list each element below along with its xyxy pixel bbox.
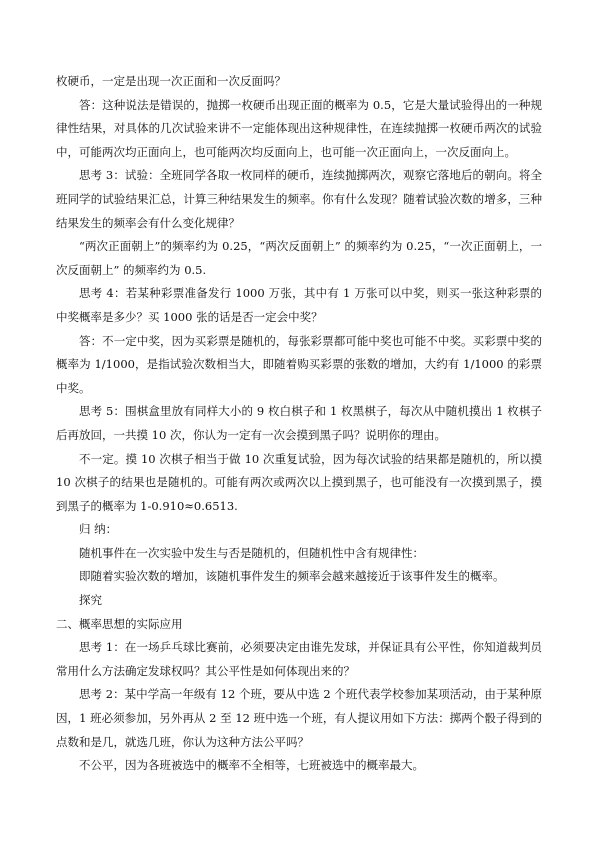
paragraph-7: 思考 5：围棋盒里放有同样大小的 9 枚白棋子和 1 枚黑棋子，每次从中随机摸出 1 枚棋子后再放回，一共摸 10 次，你认为一定有一次会摸到黑子吗？说明你的理由。	[56, 404, 542, 442]
paragraph-11: 即随着实验次数的增加，该随机事件发生的频率会越来越接近于该事件发生的概率。	[79, 569, 505, 584]
paragraph-15: 思考 2：某中学高一年级有 12 个班，要从中选 2 个班代表学校参加某项活动，由于某种原因，1 班必须参加，另外再从 2 至 12 班中选一个班，有人提议用如下方法：掷两个骰子得到的点数和是几，就选几班，你认为这种方法公平吗？	[56, 687, 542, 749]
paragraph-2: 答：这种说法是错误的，抛掷一枚硬币出现正面的概率为 0.5，它是大量试验得出的一种规律性结果，对具体的几次试验来讲不一定能体现出这种规律性，在连续抛掷一枚硬币两次的试验中，可能两次均正面向上，也可能两次均反面向上，也可能一次正面向上，一次反面向上。	[56, 97, 542, 159]
paragraph-8: 不一定。摸 10 次棋子相当于做 10 次重复试验，因为每次试验的结果都是随机的，所以摸 10 次棋子的结果也是随机的。可能有两次或两次以上摸到黑子，也可能没有一次摸到黑子，摸到黑子的概率为 1-0.910≈0.6513.	[56, 451, 542, 513]
paragraph-10: 随机事件在一次实验中发生与否是随机的，但随机性中含有规律性：	[79, 545, 424, 560]
section-heading: 二、概率思想的实际应用	[56, 616, 183, 631]
paragraph-1: 枚硬币，一定是出现一次正面和一次反面吗？	[56, 74, 286, 88]
paragraph-14: 思考 1：在一场乒乓球比赛前，必须要决定由谁先发球，并保证具有公平性，你知道裁判员常用什么方法确定发球权吗？其公平性是如何体现出来的？	[56, 640, 542, 678]
document-page	[56, 70, 542, 778]
paragraph-summary-title: 归 纳：	[79, 522, 118, 537]
paragraph-explore: 探究	[79, 593, 102, 608]
paragraph-5: 思考 4：若某种彩票准备发行 1000 万张，其中有 1 万张可以中奖，则买一张这种彩票的中奖概率是多少？买 1000 张的话是否一定会中奖？	[56, 286, 542, 324]
paragraph-4: “两次正面朝上”的频率约为 0.25，“两次反面朝上” 的频率约为 0.25，“一次正面朝上，一次反面朝上” 的频率约为 0.5.	[56, 239, 542, 277]
paragraph-16: 不公平，因为各班被选中的概率不全相等，七班被选中的概率最大。	[79, 758, 424, 773]
paragraph-3: 思考 3：试验：全班同学各取一枚同样的硬币，连续抛掷两次，观察它落地后的朝向。将全班同学的试验结果汇总，计算三种结果发生的频率。你有什么发现？随着试验次数的增多，三种结果发生的频率会有什么变化规律？	[56, 168, 542, 230]
paragraph-6: 答：不一定中奖，因为买彩票是随机的，每张彩票都可能中奖也可能不中奖。买彩票中奖的概率为 1/1000，是指试验次数相当大，即随着购买彩票的张数的增加，大约有 1/1000 的彩票中奖。	[56, 333, 542, 395]
